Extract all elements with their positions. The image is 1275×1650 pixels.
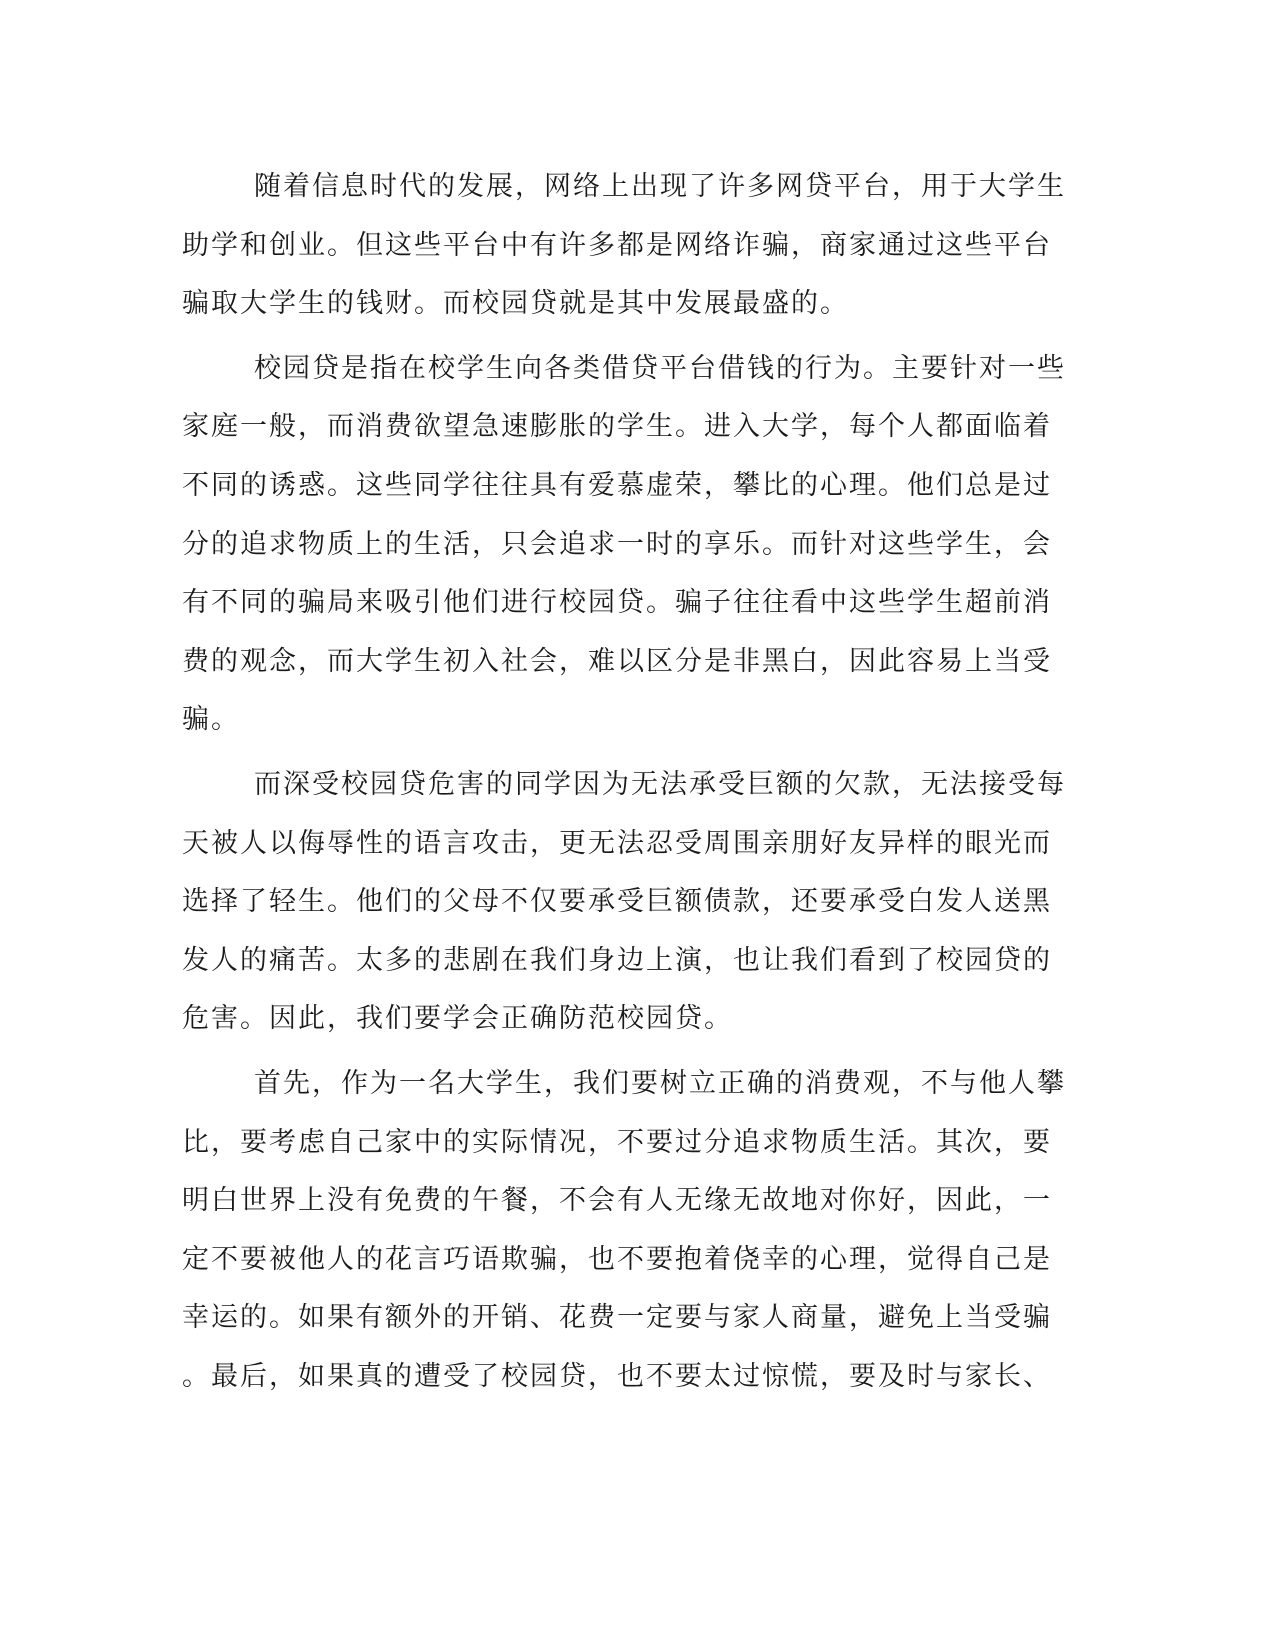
text-line: 比，要考虑自己家中的实际情况，不要过分追求物质生活。其次，要	[182, 1126, 1052, 1158]
text-line: 骗。	[182, 704, 240, 736]
text-line: 。最后，如果真的遭受了校园贷，也不要太过惊慌，要及时与家长、	[182, 1360, 1052, 1392]
paragraph-3	[182, 756, 1066, 1049]
text-line: 首先，作为一名大学生，我们要树立正确的消费观，不与他人攀	[254, 1067, 1066, 1099]
text-line: 助学和创业。但这些平台中有许多都是网络诈骗，商家通过这些平台	[182, 229, 1052, 261]
text-line: 校园贷是指在校学生向各类借贷平台借钱的行为。主要针对一些	[254, 352, 1066, 384]
text-line: 分的追求物质上的生活，只会追求一时的享乐。而针对这些学生，会	[182, 528, 1052, 560]
text-line: 幸运的。如果有额外的开销、花费一定要与家人商量，避免上当受骗	[182, 1302, 1052, 1334]
text-line: 家庭一般，而消费欲望急速膨胀的学生。进入大学，每个人都面临着	[182, 411, 1052, 443]
text-line: 危害。因此，我们要学会正确防范校园贷。	[182, 1003, 733, 1035]
text-line: 发人的痛苦。太多的悲剧在我们身边上演，也让我们看到了校园贷的	[182, 944, 1052, 976]
text-line: 天被人以侮辱性的语言攻击，更无法忍受周围亲朋好友异样的眼光而	[182, 827, 1052, 859]
text-line: 而深受校园贷危害的同学因为无法承受巨额的欠款，无法接受每	[254, 768, 1066, 800]
text-line: 费的观念，而大学生初入社会，难以区分是非黑白，因此容易上当受	[182, 645, 1052, 677]
text-line: 骗取大学生的钱财。而校园贷就是其中发展最盛的。	[182, 288, 849, 320]
paragraph-1	[182, 158, 1066, 334]
text-line: 不同的诱惑。这些同学往往具有爱慕虚荣，攀比的心理。他们总是过	[182, 469, 1052, 501]
text-line: 定不要被他人的花言巧语欺骗，也不要抱着侥幸的心理，觉得自己是	[182, 1243, 1052, 1275]
paragraph-2	[182, 340, 1066, 750]
paragraph-4	[182, 1055, 1066, 1407]
text-line: 随着信息时代的发展，网络上出现了许多网贷平台，用于大学生	[254, 171, 1066, 202]
text-line: 明白世界上没有免费的午餐，不会有人无缘无故地对你好，因此，一	[182, 1185, 1052, 1217]
body-text	[182, 158, 1066, 1412]
text-line: 有不同的骗局来吸引他们进行校园贷。骗子往往看中这些学生超前消	[182, 587, 1052, 619]
text-line: 选择了轻生。他们的父母不仅要承受巨额债款，还要承受白发人送黑	[182, 886, 1052, 918]
